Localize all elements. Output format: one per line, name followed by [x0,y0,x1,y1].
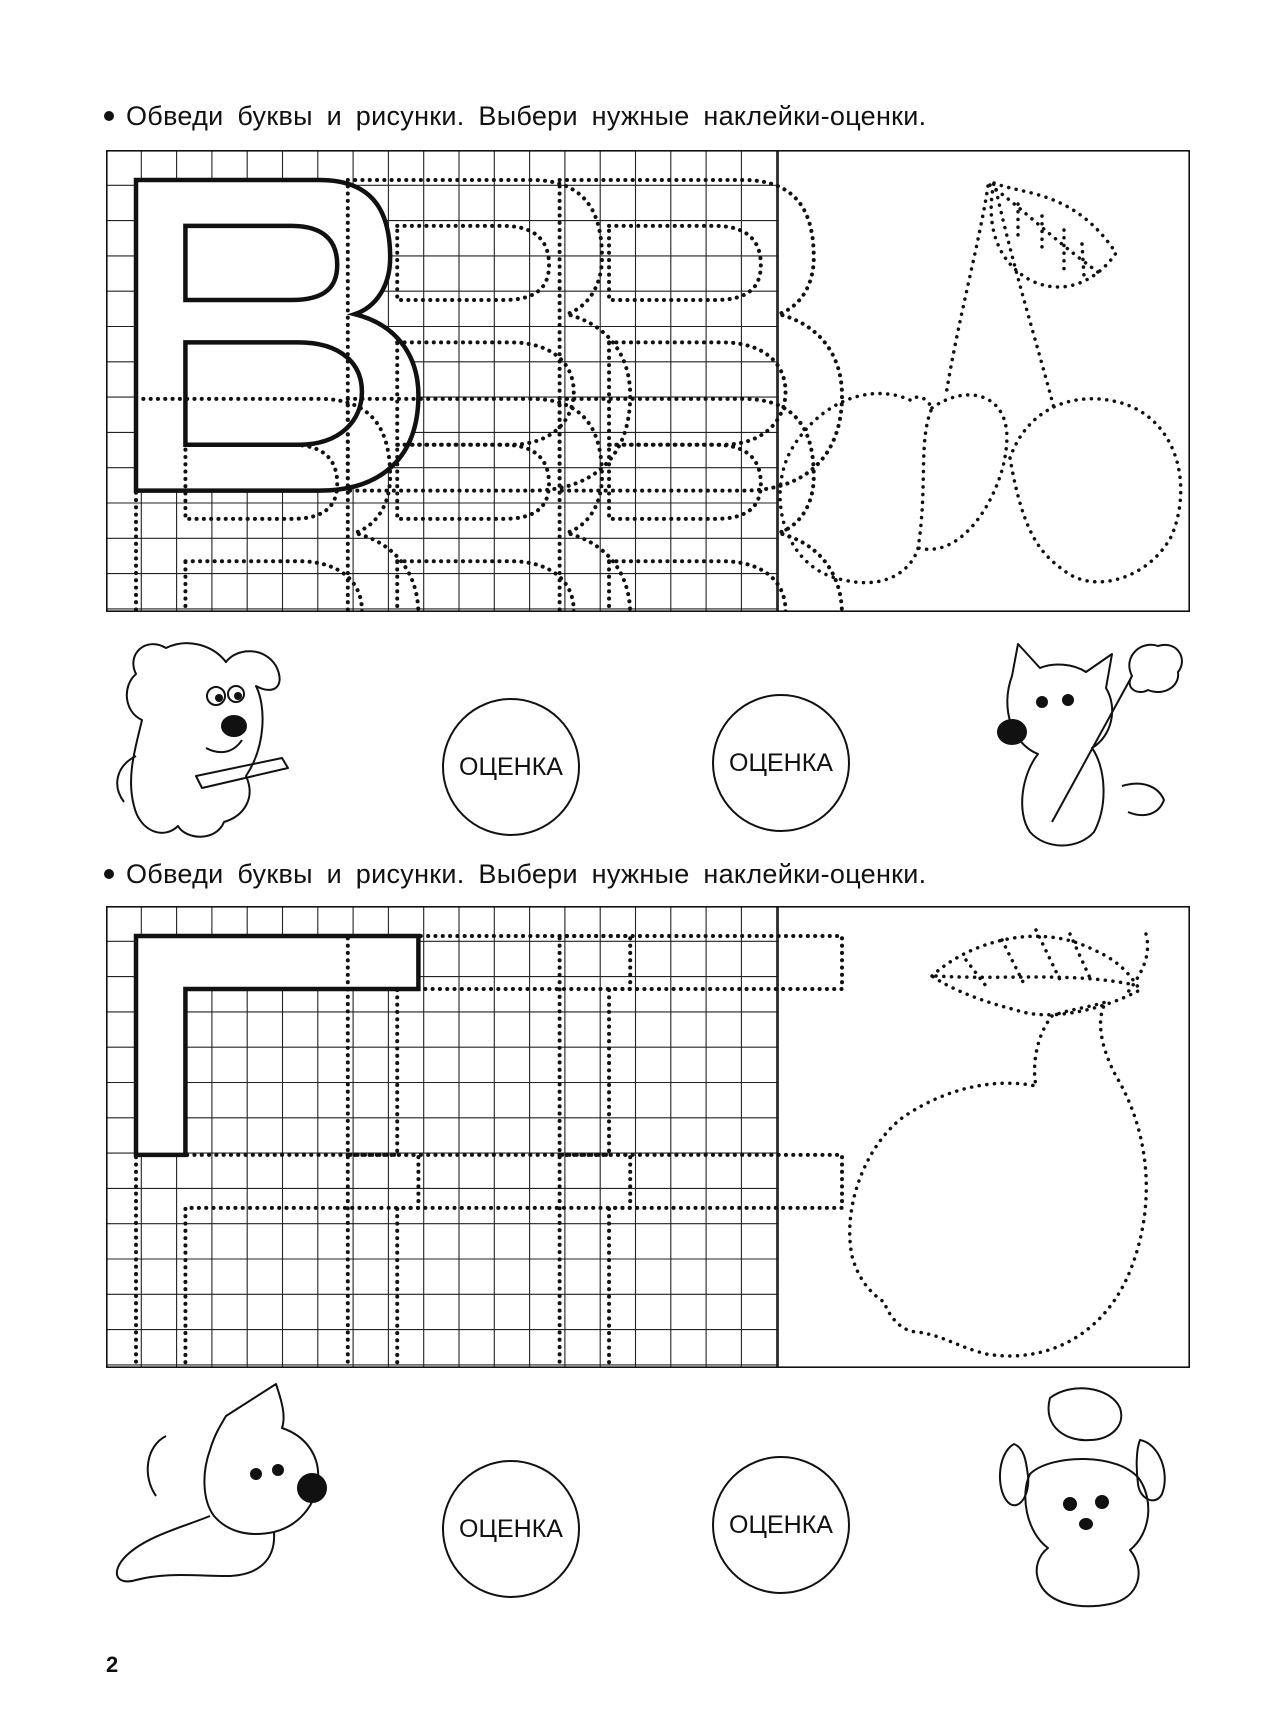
letter-g-row[interactable] [136,936,842,1368]
puppy-with-pencil-icon [106,626,296,856]
bunny-with-apple-icon [990,1384,1190,1610]
model-letter [136,936,418,1155]
left-mascot-1 [106,626,296,861]
left-mascot-2 [106,1376,346,1611]
right-mascot-1 [982,636,1192,861]
letter-v-row[interactable] [136,180,842,612]
grade-sticker-label: ОЦЕНКА [729,748,833,777]
bullet-icon [104,111,114,121]
letter-tracing-sheet-1 [106,150,1190,612]
instruction-1 [104,101,926,132]
grade-sticker-2-2[interactable] [712,1456,850,1594]
right-mascot-2 [990,1384,1190,1615]
dotted-tracing-letter[interactable] [560,180,842,491]
dotted-tracing-letter[interactable] [348,1155,630,1368]
letter-tracing-sheet-2 [106,906,1190,1368]
dotted-tracing-letter[interactable] [136,1155,418,1368]
dotted-tracing-letter[interactable] [560,936,842,1155]
grade-sticker-1-2[interactable] [712,694,850,832]
page-number: 2 [106,1652,119,1677]
grade-sticker-2-1[interactable] [442,1460,580,1598]
dotted-tracing-letter[interactable] [560,399,842,612]
lying-puppy-icon [106,1376,346,1606]
grade-sticker-1-1[interactable] [442,698,580,836]
grade-sticker-label: ОЦЕНКА [729,1510,833,1539]
grade-sticker-label: ОЦЕНКА [459,752,563,781]
dotted-tracing-letter[interactable] [560,1155,842,1368]
instruction-text: Обведи буквы и рисунки. Выбери нужные наклейки-оценки. [126,859,927,889]
kitten-with-brush-icon [982,636,1192,856]
model-letter [136,180,418,491]
instruction-2 [104,859,926,890]
bullet-icon [104,869,114,879]
pear-outline-icon[interactable] [850,930,1148,1356]
grade-sticker-label: ОЦЕНКА [459,1514,563,1543]
instruction-text: Обведи буквы и рисунки. Выбери нужные наклейки-оценки. [126,101,927,131]
